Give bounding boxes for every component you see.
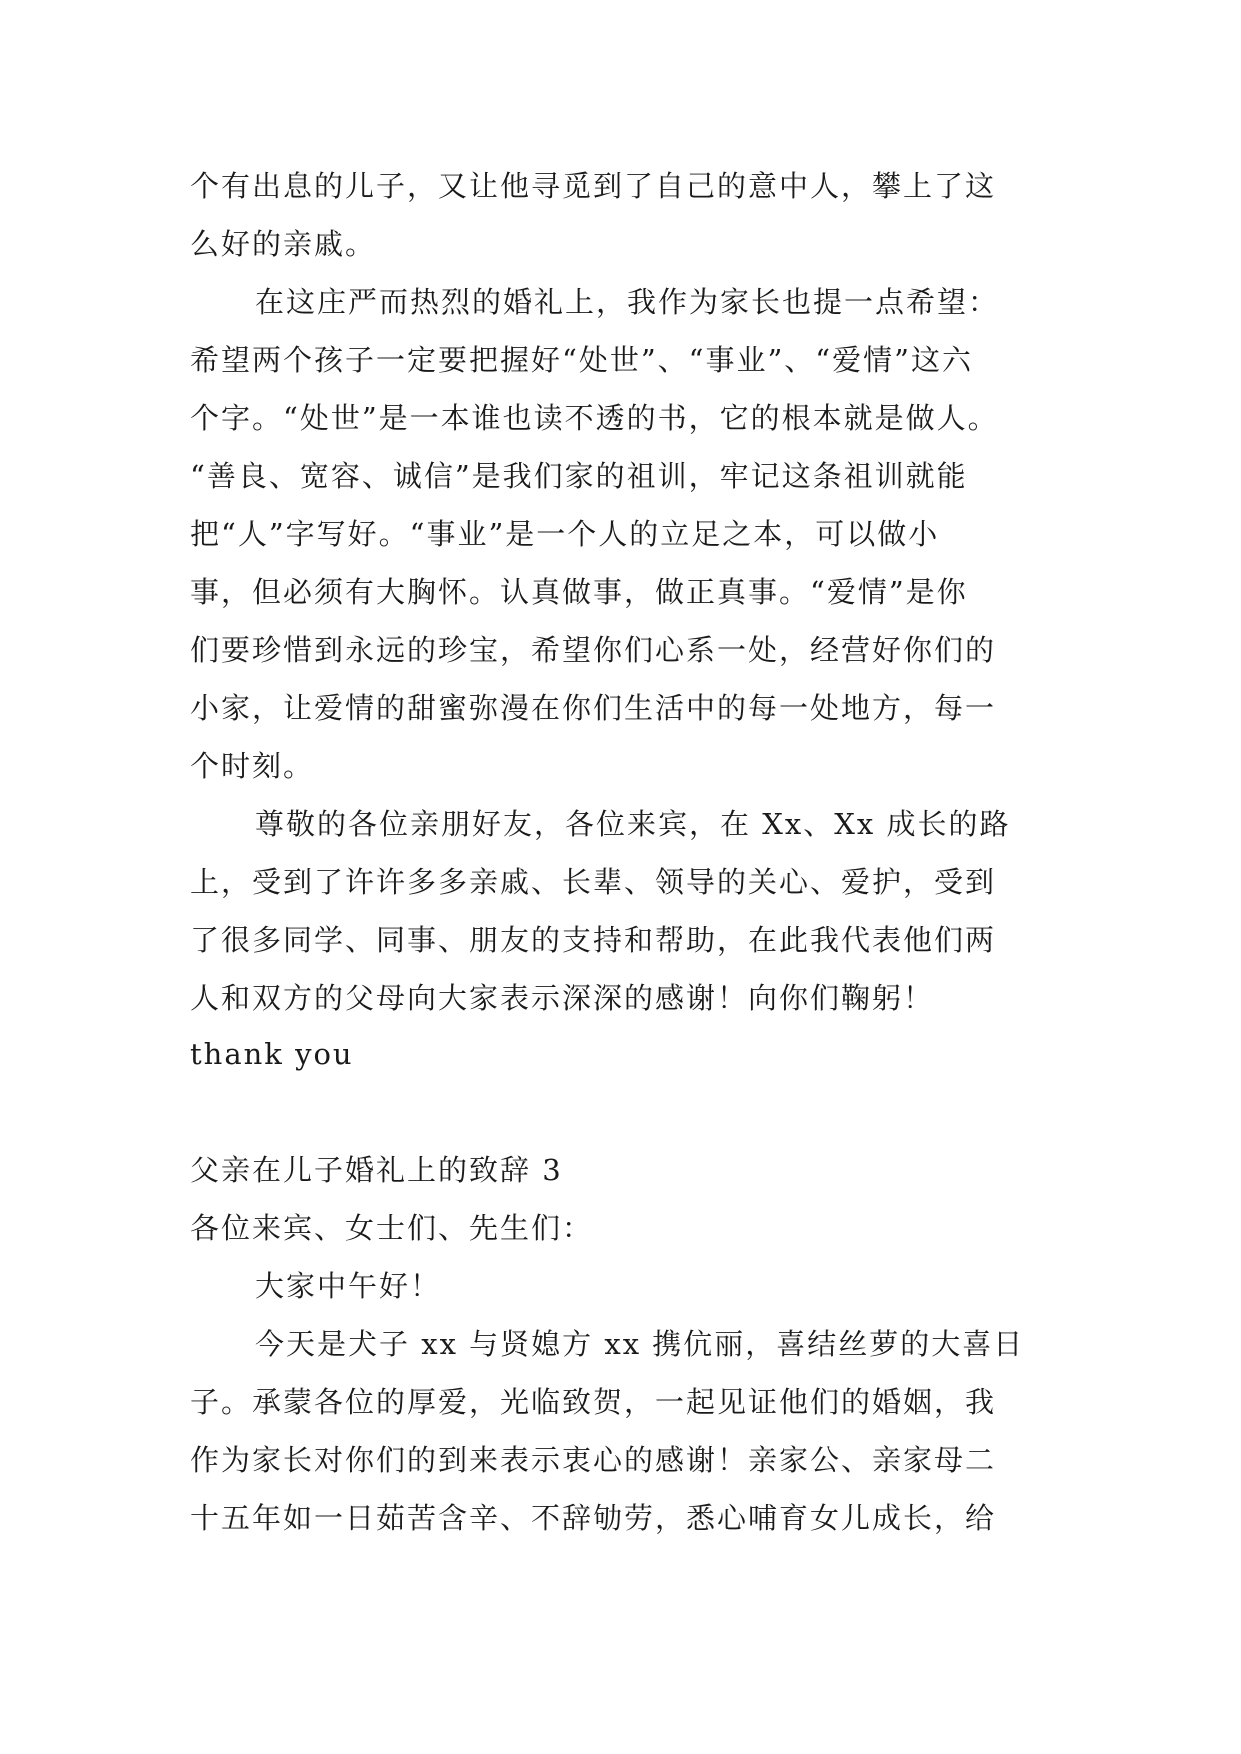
section-heading: 父亲在儿子婚礼上的致辞 3 [190,1153,563,1187]
text-line-10: 小家，让爱情的甜蜜弥漫在你们生活中的每一处地方，每一 [190,691,997,725]
text-line-13: 上，受到了许许多多亲戚、长辈、领导的关心、爱护，受到 [190,865,997,899]
greeting: 大家中午好！ [255,1269,442,1303]
text-line-2: 么好的亲戚。 [190,227,377,261]
text-line-23: 十五年如一日茹苦含辛、不辞劬劳，悉心哺育女儿成长，给 [190,1501,997,1535]
text-line-3: 在这庄严而热烈的婚礼上，我作为家长也提一点希望： [255,285,1000,319]
text-line-5: 个字。“处世”是一本谁也读不透的书，它的根本就是做人。 [190,401,999,435]
text-line-11: 个时刻。 [190,749,315,783]
text-line-8: 事，但必须有大胸怀。认真做事，做正真事。“爱情”是你 [190,575,968,609]
text-line-7: 把“人”字写好。“事业”是一个人的立足之本，可以做小 [190,517,940,551]
salutation: 各位来宾、女士们、先生们： [190,1211,594,1245]
text-line-14: 了很多同学、同事、朋友的支持和帮助，在此我代表他们两 [190,923,997,957]
text-line-15: 人和双方的父母向大家表示深深的感谢！向你们鞠躬！ [190,981,935,1015]
text-line-21: 子。承蒙各位的厚爱，光临致贺，一起见证他们的婚姻，我 [190,1385,997,1419]
text-line-16: thank you [190,1037,354,1071]
text-line-9: 们要珍惜到永远的珍宝，希望你们心系一处，经营好你们的 [190,633,997,667]
text-line-22: 作为家长对你们的到来表示衷心的感谢！亲家公、亲家母二 [190,1443,997,1477]
text-line-12: 尊敬的各位亲朋好友，各位来宾，在 Xx、Xx 成长的路 [255,807,1011,841]
text-line-20: 今天是犬子 xx 与贤媳方 xx 携伉丽，喜结丝萝的大喜日 [255,1327,1025,1361]
text-line-1: 个有出息的儿子，又让他寻觅到了自己的意中人，攀上了这 [190,169,997,203]
text-line-4: 希望两个孩子一定要把握好“处世”、“事业”、“爱情”这六 [190,343,973,377]
text-line-6: “善良、宽容、诚信”是我们家的祖训，牢记这条祖训就能 [190,459,968,493]
